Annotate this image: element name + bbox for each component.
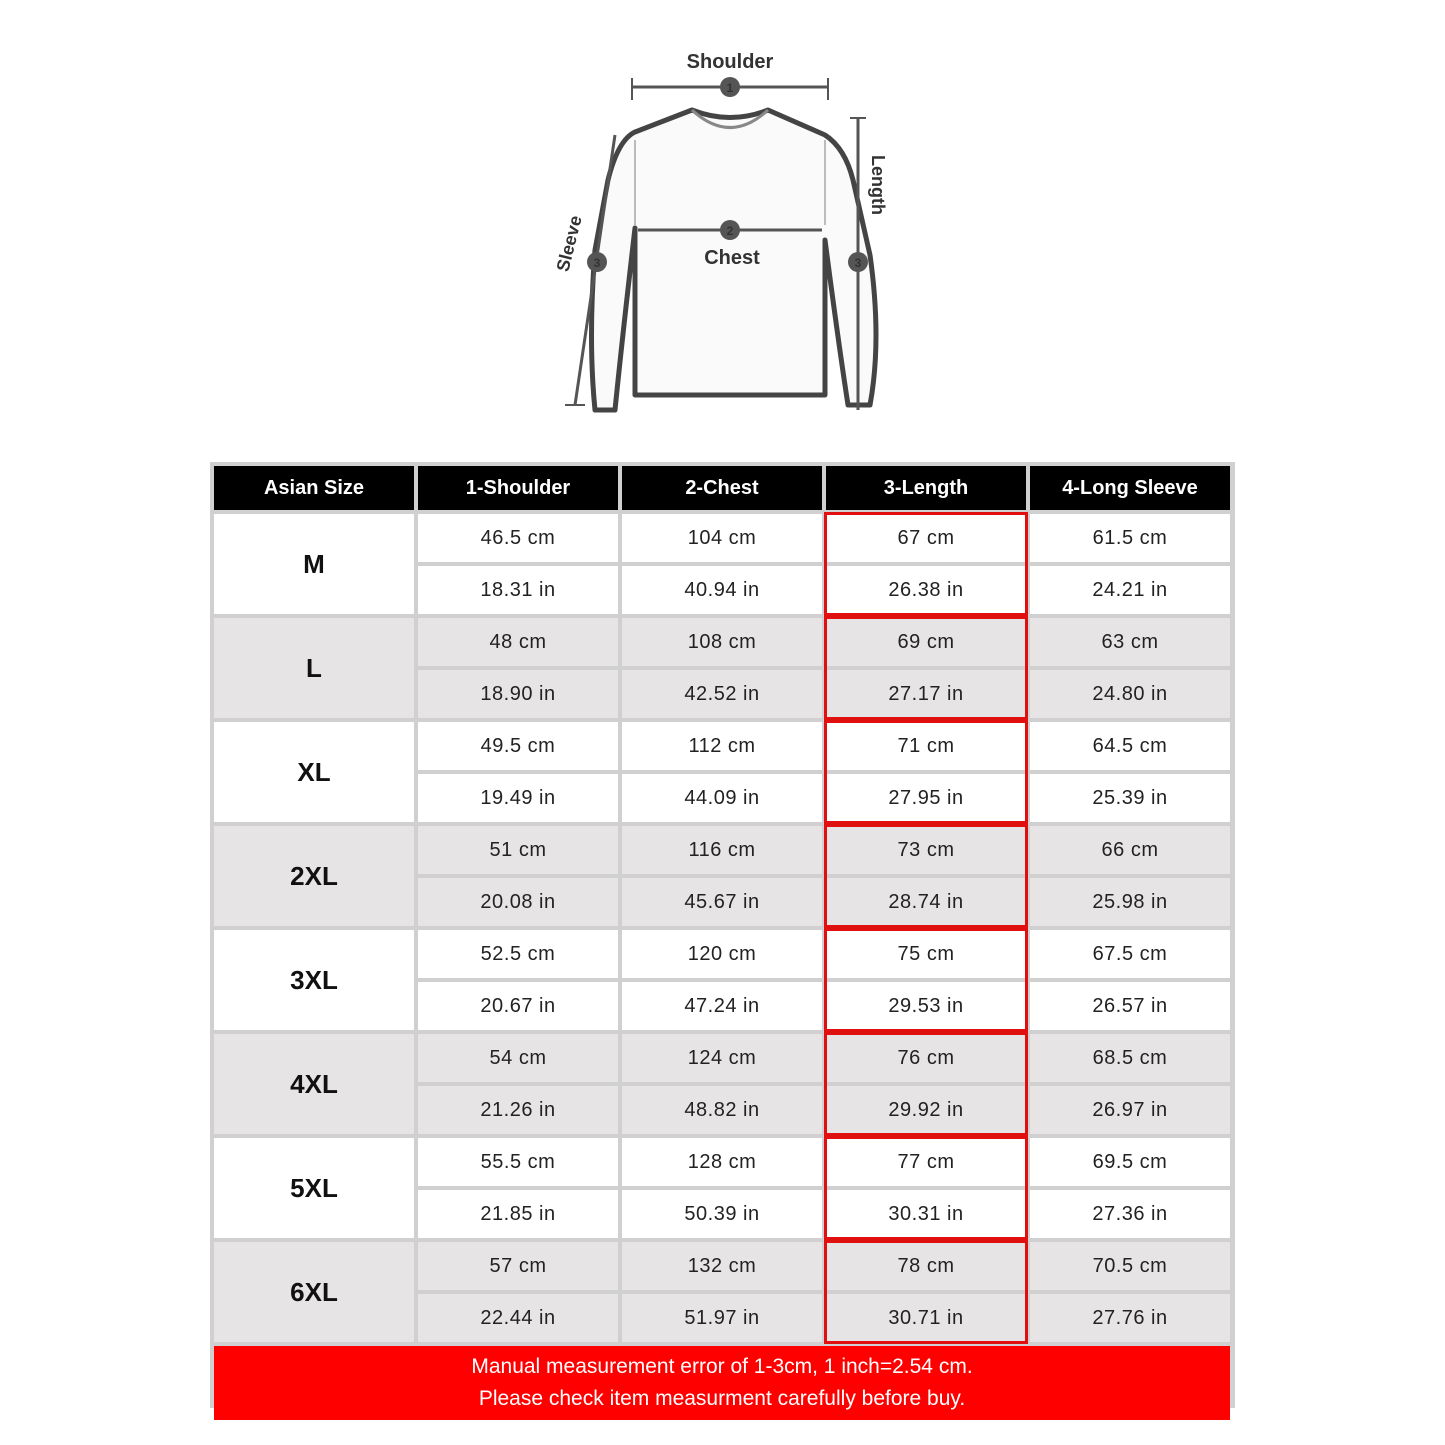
header-asian-size: Asian Size: [214, 466, 414, 510]
cm-value: 67 cm: [826, 514, 1026, 562]
cm-value: 63 cm: [1030, 618, 1230, 666]
sleeve-label: Sleeve: [552, 213, 586, 274]
size-label: 2XL: [214, 826, 414, 926]
length-marker-number: 3: [854, 256, 862, 270]
inch-value: 42.52 in: [622, 670, 822, 718]
size-label: 6XL: [214, 1242, 414, 1342]
cm-value: 78 cm: [826, 1242, 1026, 1290]
inch-value: 21.26 in: [418, 1086, 618, 1134]
inch-value: 27.95 in: [826, 774, 1026, 822]
cm-value: 55.5 cm: [418, 1138, 618, 1186]
cm-value: 128 cm: [622, 1138, 822, 1186]
inch-value: 25.98 in: [1030, 878, 1230, 926]
cm-value: 76 cm: [826, 1034, 1026, 1082]
inch-value: 20.08 in: [418, 878, 618, 926]
inch-value: 45.67 in: [622, 878, 822, 926]
cm-value: 73 cm: [826, 826, 1026, 874]
inch-value: 48.82 in: [622, 1086, 822, 1134]
inch-value: 19.49 in: [418, 774, 618, 822]
cm-value: 51 cm: [418, 826, 618, 874]
inch-value: 24.80 in: [1030, 670, 1230, 718]
cm-value: 57 cm: [418, 1242, 618, 1290]
shoulder-label: Shoulder: [686, 51, 774, 73]
header-3-length: 3-Length: [826, 466, 1026, 510]
cm-value: 70.5 cm: [1030, 1242, 1230, 1290]
chest-label: Chest: [704, 247, 760, 269]
cm-value: 54 cm: [418, 1034, 618, 1082]
inch-value: 29.92 in: [826, 1086, 1026, 1134]
cm-value: 64.5 cm: [1030, 722, 1230, 770]
size-label: 4XL: [214, 1034, 414, 1134]
inch-value: 26.57 in: [1030, 982, 1230, 1030]
note-line: Please check item measurment carefully before buy.: [478, 1387, 966, 1410]
cm-value: 69 cm: [826, 618, 1026, 666]
cm-value: 68.5 cm: [1030, 1034, 1230, 1082]
inch-value: 27.17 in: [826, 670, 1026, 718]
size-table: [214, 466, 1231, 1410]
cm-value: 49.5 cm: [418, 722, 618, 770]
size-chart: [210, 462, 1235, 1408]
cm-value: 124 cm: [622, 1034, 822, 1082]
inch-value: 30.71 in: [826, 1294, 1026, 1342]
cm-value: 132 cm: [622, 1242, 822, 1290]
measurement-note: [214, 1346, 1230, 1420]
inch-value: 22.44 in: [418, 1294, 618, 1342]
inch-value: 50.39 in: [622, 1190, 822, 1238]
size-label: 5XL: [214, 1138, 414, 1238]
cm-value: 116 cm: [622, 826, 822, 874]
cm-value: 71 cm: [826, 722, 1026, 770]
inch-value: 28.74 in: [826, 878, 1026, 926]
cm-value: 120 cm: [622, 930, 822, 978]
inch-value: 25.39 in: [1030, 774, 1230, 822]
size-label: L: [214, 618, 414, 718]
length-label: Length: [868, 155, 888, 215]
cm-value: 66 cm: [1030, 826, 1230, 874]
inch-value: 51.97 in: [622, 1294, 822, 1342]
inch-value: 40.94 in: [622, 566, 822, 614]
inch-value: 47.24 in: [622, 982, 822, 1030]
header-4-long-sleeve: 4-Long Sleeve: [1030, 466, 1230, 510]
cm-value: 48 cm: [418, 618, 618, 666]
cm-value: 104 cm: [622, 514, 822, 562]
size-label: XL: [214, 722, 414, 822]
cm-value: 46.5 cm: [418, 514, 618, 562]
cm-value: 75 cm: [826, 930, 1026, 978]
shoulder-marker-number: 1: [726, 81, 734, 95]
sleeve-marker-number: 3: [593, 256, 601, 270]
cm-value: 61.5 cm: [1030, 514, 1230, 562]
cm-value: 77 cm: [826, 1138, 1026, 1186]
inch-value: 44.09 in: [622, 774, 822, 822]
cm-value: 69.5 cm: [1030, 1138, 1230, 1186]
cm-value: 112 cm: [622, 722, 822, 770]
cm-value: 108 cm: [622, 618, 822, 666]
sweatshirt-icon: [540, 40, 910, 430]
cm-value: 52.5 cm: [418, 930, 618, 978]
inch-value: 26.97 in: [1030, 1086, 1230, 1134]
size-label: M: [214, 514, 414, 614]
inch-value: 20.67 in: [418, 982, 618, 1030]
header-2-chest: 2-Chest: [622, 466, 822, 510]
chest-marker-number: 2: [726, 224, 734, 238]
size-label: 3XL: [214, 930, 414, 1030]
note-line: Manual measurement error of 1-3cm, 1 inch=2.54 cm.: [471, 1355, 973, 1378]
inch-value: 26.38 in: [826, 566, 1026, 614]
inch-value: 27.76 in: [1030, 1294, 1230, 1342]
garment-diagram: [540, 40, 910, 430]
header-1-shoulder: 1-Shoulder: [418, 466, 618, 510]
inch-value: 18.31 in: [418, 566, 618, 614]
inch-value: 21.85 in: [418, 1190, 618, 1238]
cm-value: 67.5 cm: [1030, 930, 1230, 978]
inch-value: 27.36 in: [1030, 1190, 1230, 1238]
inch-value: 24.21 in: [1030, 566, 1230, 614]
inch-value: 18.90 in: [418, 670, 618, 718]
inch-value: 30.31 in: [826, 1190, 1026, 1238]
inch-value: 29.53 in: [826, 982, 1026, 1030]
